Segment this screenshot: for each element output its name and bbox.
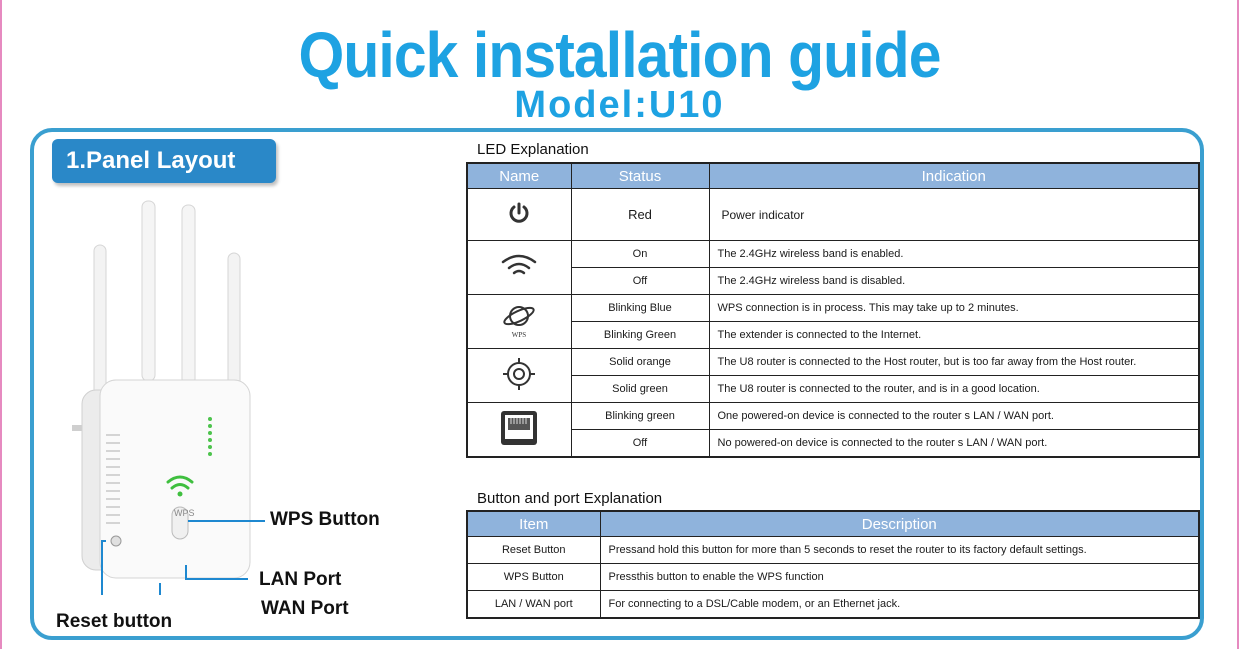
status-cell: Solid green xyxy=(571,376,709,403)
indication-cell: No powered-on device is connected to the router s LAN / WAN port. xyxy=(709,430,1199,457)
indication-cell: WPS connection is in process. This may take up to 2 minutes. xyxy=(709,295,1199,322)
indication-cell: The 2.4GHz wireless band is disabled. xyxy=(709,268,1199,295)
table-row xyxy=(467,295,1199,322)
reset-button-callout: Reset button xyxy=(56,611,173,632)
header-status: Status xyxy=(571,163,709,189)
status-cell: Blinking green xyxy=(571,403,709,430)
extender-device-image xyxy=(60,195,400,595)
led-icon-cell xyxy=(467,241,571,295)
svg-text:WPS: WPS xyxy=(512,331,527,339)
led-icon-cell xyxy=(467,349,571,403)
model-subtitle: Model:U10 xyxy=(514,84,725,126)
table-row xyxy=(467,349,1199,376)
header-description: Description xyxy=(600,511,1199,537)
table-row xyxy=(467,241,1199,268)
wps-planet-icon xyxy=(499,300,539,340)
wifi-icon xyxy=(499,251,539,281)
antenna xyxy=(182,205,195,385)
item-cell: WPS Button xyxy=(467,564,600,591)
led-table-header xyxy=(467,163,1199,189)
led-icon-cell xyxy=(467,295,571,349)
button-port-table xyxy=(466,510,1200,619)
status-cell: On xyxy=(571,241,709,268)
status-cell: Blinking Green xyxy=(571,322,709,349)
description-cell: Pressand hold this button for more than 5 seconds to reset the router to its factory default settings. xyxy=(600,537,1199,564)
indication-cell: The 2.4GHz wireless band is enabled. xyxy=(709,241,1199,268)
table-row xyxy=(467,322,1199,349)
indication-cell: The U8 router is connected to the router, and is in a good location. xyxy=(709,376,1199,403)
power-icon xyxy=(507,201,531,225)
table-row xyxy=(467,537,1199,564)
antenna xyxy=(142,201,155,381)
description-cell: Pressthis button to enable the WPS function xyxy=(600,564,1199,591)
item-cell: LAN / WAN port xyxy=(467,591,600,618)
panel-layout-badge: 1.Panel Layout xyxy=(52,139,276,183)
led-icon-cell xyxy=(467,189,571,241)
table-row xyxy=(467,591,1199,618)
status-cell: Red xyxy=(571,189,709,241)
table-row xyxy=(467,268,1199,295)
button-table-header xyxy=(467,511,1199,537)
header-indication: Indication xyxy=(709,163,1199,189)
item-cell: Reset Button xyxy=(467,537,600,564)
led-section-title: LED Explanation xyxy=(477,141,589,158)
indication-cell: The extender is connected to the Internet. xyxy=(709,322,1199,349)
status-cell: Off xyxy=(571,430,709,457)
wan-port-callout: WAN Port xyxy=(261,598,349,619)
signal-target-icon xyxy=(501,356,537,392)
device-wps-label: WPS xyxy=(174,508,195,518)
wps-button-callout: WPS Button xyxy=(270,509,380,530)
indication-cell: Power indicator xyxy=(709,189,1199,241)
status-cell: Solid orange xyxy=(571,349,709,376)
header-item: Item xyxy=(467,511,600,537)
table-row xyxy=(467,430,1199,457)
header-name: Name xyxy=(467,163,571,189)
indication-cell: The U8 router is connected to the Host router, but is too far away from the Host router. xyxy=(709,349,1199,376)
button-section-title: Button and port Explanation xyxy=(477,490,663,507)
led-icon-cell xyxy=(467,403,571,457)
lan-port-callout: LAN Port xyxy=(259,569,342,590)
table-row xyxy=(467,376,1199,403)
status-cell: Blinking Blue xyxy=(571,295,709,322)
description-cell: For connecting to a DSL/Cable modem, or an Ethernet jack. xyxy=(600,591,1199,618)
table-row xyxy=(467,403,1199,430)
table-row xyxy=(467,564,1199,591)
status-cell: Off xyxy=(571,268,709,295)
table-row xyxy=(467,189,1199,241)
led-table xyxy=(466,162,1200,458)
page-title: Quick installation guide xyxy=(298,19,941,91)
ethernet-port-icon xyxy=(499,409,539,447)
indication-cell: One powered-on device is connected to the router s LAN / WAN port. xyxy=(709,403,1199,430)
